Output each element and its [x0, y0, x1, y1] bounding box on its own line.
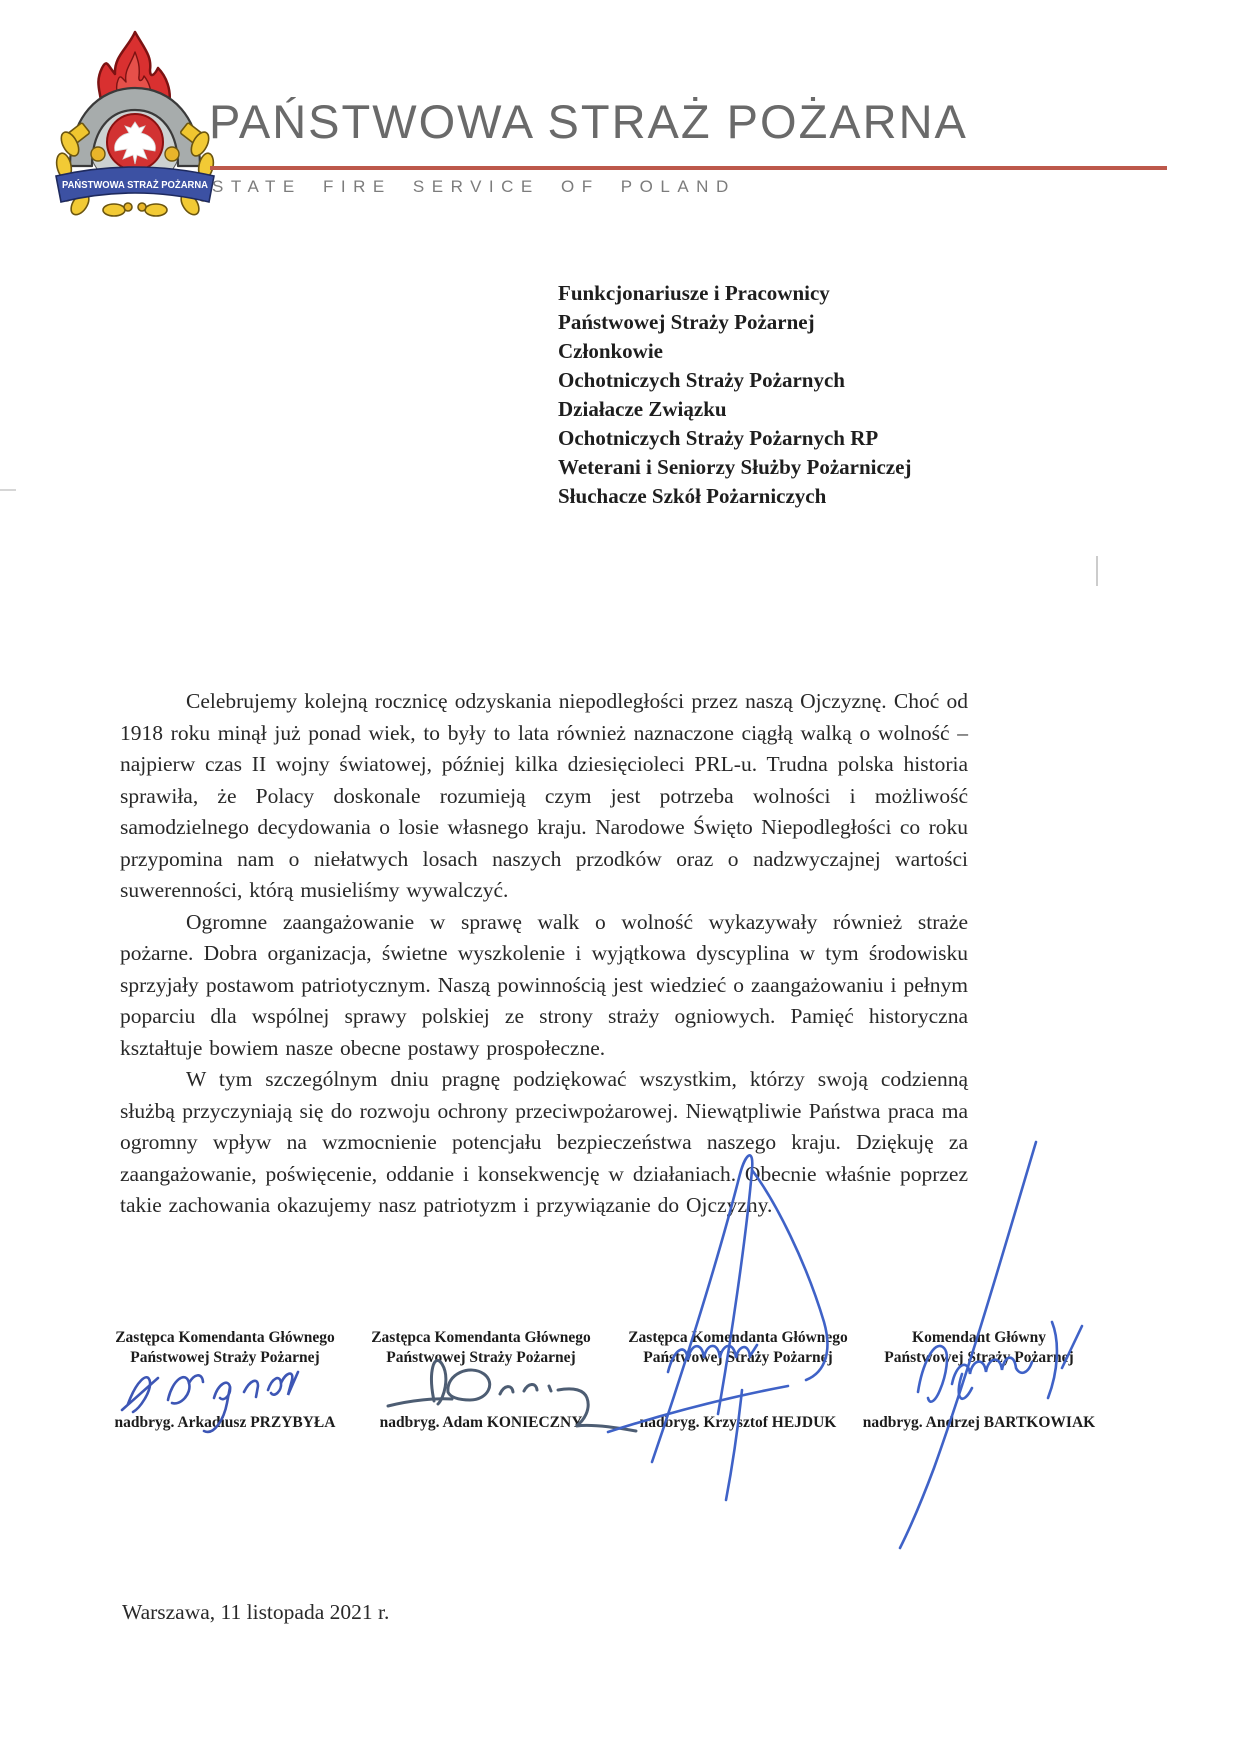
signature-title: Zastępca Komendanta Głównego: [628, 1329, 848, 1346]
recipient-line: Weterani i Seniorzy Służby Pożarniczej: [558, 455, 912, 479]
logo-banner-text: PAŃSTWOWA STRAŻ POŻARNA: [62, 180, 217, 191]
signature-block-hejduk: [607, 1328, 869, 1432]
signature-title: Państwowej Straży Pożarnej: [130, 1349, 320, 1366]
ribbon-banner-icon: [56, 167, 217, 202]
paragraph: Celebrujemy kolejną rocznicę odzyskania niepodległości przez naszą Ojczyznę. Choć od 1918 roku minął już ponad wiek, to były to lata również naznaczone ciągłą walką o wolność – najpierw czas II wojny światowej, później kilka dziesięcioleci PRL-u. Trudna polska historia sprawiła, że Polacy doskonale rozumieją czym jest potrzeba wolności i możliwość samodzielnego decydowania o losie własnego kraju. Narodowe Święto Niepodległości co roku przypomina nam o niełatwych losach naszych przodków oraz o nadzwyczajnej wartości suwerenności, którą musieliśmy wywalczyć.: [120, 689, 968, 902]
signature-block-konieczny: [350, 1328, 612, 1432]
signature-name: nadbryg. Andrzej BARTKOWIAK: [862, 1414, 1096, 1431]
eagle-emblem-icon: [107, 114, 163, 170]
recipient-line: Działacze Związku: [558, 397, 727, 421]
header-rule: [210, 166, 1167, 170]
signature-title: Państwowej Straży Pożarnej: [643, 1349, 833, 1366]
signature-block-bartkowiak: [848, 1328, 1110, 1432]
signature-title: Zastępca Komendanta Głównego: [371, 1329, 591, 1346]
recipient-block: [558, 279, 1038, 511]
signature-name: nadbryg. Krzysztof HEJDUK: [639, 1414, 837, 1431]
signature-name: nadbryg. Adam KONIECZNY: [379, 1414, 583, 1431]
recipient-line: Ochotniczych Straży Pożarnych: [558, 368, 845, 392]
fold-mark-right: [1096, 556, 1098, 586]
paragraph: W tym szczególnym dniu pragnę podziękować wszystkim, którzy swoją codzienną służbą przyczyniają się do rozwoju ochrony przeciwpożarowej. Niewątpliwie Państwa praca ma ogromny wpływ na wzmocnienie potencjału bezpieczeństwa naszego kraju. Dziękuję za zaangażowanie, poświęcenie, oddanie i konsekwencję w działaniach. Obecnie właśnie poprzez takie zachowania okazujemy nasz patriotyzm i przywiązanie do Ojczyzny.: [120, 1067, 968, 1217]
org-subtitle: STATE FIRE SERVICE OF POLAND: [212, 177, 736, 196]
fold-mark-left: [0, 489, 16, 491]
paragraph: Ogromne zaangażowanie w sprawę walk o wolność wykazywały również straże pożarne. Dobra organizacja, świetne wyszkolenie i wyjątkowa dyscyplina w tym środowisku sprzyjały postawom patriotycznym. Naszą powinnością jest wiedzieć o zaangażowaniu i pełnym poparciu dla wspólnej sprawy polskiej ze strony straży ogniowych. Pamięć historyczna kształtuje bowiem nasze obecne postawy prospołeczne.: [120, 909, 968, 1060]
recipient-line: Członkowie: [558, 339, 663, 363]
recipient-line: Funkcjonariusze i Pracownicy: [558, 281, 830, 305]
signature-title: Komendant Główny: [912, 1329, 1046, 1346]
org-title: PAŃSTWOWA STRAŻ POŻARNA: [209, 95, 968, 148]
signature-title: Zastępca Komendanta Głównego: [115, 1329, 335, 1346]
recipient-line: Ochotniczych Straży Pożarnych RP: [558, 426, 879, 450]
signature-block-przybyla: [94, 1328, 356, 1432]
signature-name: nadbryg. Arkadiusz PRZYBYŁA: [114, 1414, 336, 1431]
signature-title: Państwowej Straży Pożarnej: [884, 1349, 1074, 1366]
dateline: Warszawa, 11 listopada 2021 r.: [122, 1600, 390, 1624]
state-fire-service-crest-icon: [52, 26, 218, 218]
recipient-line: Słuchacze Szkół Pożarniczych: [558, 484, 827, 508]
recipient-line: Państwowej Straży Pożarnej: [558, 310, 815, 334]
letter-body: [120, 686, 968, 1222]
signature-title: Państwowej Straży Pożarnej: [386, 1349, 576, 1366]
